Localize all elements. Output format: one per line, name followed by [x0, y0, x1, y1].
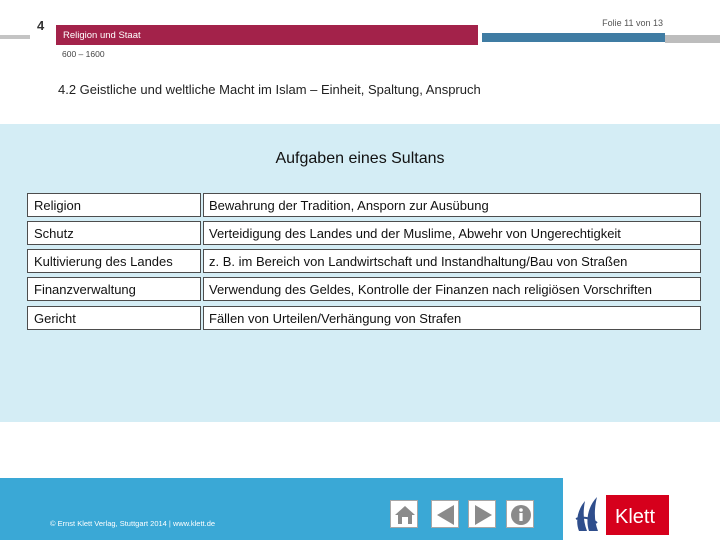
table-row: [27, 221, 701, 245]
row-description-cell: [203, 249, 701, 273]
slide-counter: Folie 11 von 13: [602, 18, 663, 28]
row-label-cell: [27, 221, 201, 245]
unit-title-band: [56, 25, 478, 45]
home-button[interactable]: [390, 500, 418, 528]
header-accent-bar: [482, 33, 665, 42]
back-icon: [435, 504, 457, 526]
unit-title: Religion und Staat: [63, 30, 141, 41]
row-label-cell: [27, 306, 201, 330]
left-accent-bar: [0, 35, 30, 39]
next-slide-button[interactable]: [468, 500, 496, 528]
previous-slide-button[interactable]: [431, 500, 459, 528]
row-label: Gericht: [34, 311, 76, 326]
row-label-cell: [27, 277, 201, 301]
row-label: Religion: [34, 198, 81, 213]
home-icon: [394, 504, 416, 526]
table-row: [27, 277, 701, 301]
copyright-text: © Ernst Klett Verlag, Stuttgart 2014 | www.klett.de: [50, 519, 216, 528]
period-label: 600 – 1600: [62, 49, 105, 59]
table-row: [27, 249, 701, 273]
chapter-number: 4: [37, 18, 45, 33]
header-grey-bar: [665, 35, 720, 43]
row-description: Bewahrung der Tradition, Ansporn zur Ausübung: [209, 198, 489, 213]
row-label-cell: [27, 249, 201, 273]
row-label: Finanzverwaltung: [34, 282, 136, 297]
row-description-cell: [203, 221, 701, 245]
row-description: z. B. im Bereich von Landwirtschaft und Instandhaltung/Bau von Straßen: [209, 254, 628, 269]
row-description: Fällen von Urteilen/Verhängung von Strafen: [209, 311, 462, 326]
row-label-cell: [27, 193, 201, 217]
table-title: Aufgaben eines Sultans: [275, 150, 445, 167]
row-label: Kultivierung des Landes: [34, 254, 173, 269]
row-label: Schutz: [34, 226, 74, 241]
info-button[interactable]: [506, 500, 534, 528]
row-description: Verteidigung des Landes und der Muslime, Abwehr von Ungerechtigkeit: [209, 226, 621, 241]
svg-text:Klett: Klett: [615, 506, 656, 528]
content-area: [0, 124, 720, 422]
forward-icon: [472, 504, 494, 526]
klett-logo: [569, 489, 669, 540]
table-row: [27, 193, 701, 217]
row-description-cell: [203, 306, 701, 330]
section-heading: 4.2 Geistliche und weltliche Macht im Islam – Einheit, Spaltung, Anspruch: [58, 82, 481, 97]
row-description-cell: [203, 193, 701, 217]
row-description: Verwendung des Geldes, Kontrolle der Finanzen nach religiösen Vorschriften: [209, 282, 652, 297]
row-description-cell: [203, 277, 701, 301]
info-icon: [510, 504, 532, 526]
table-row: [27, 306, 701, 330]
